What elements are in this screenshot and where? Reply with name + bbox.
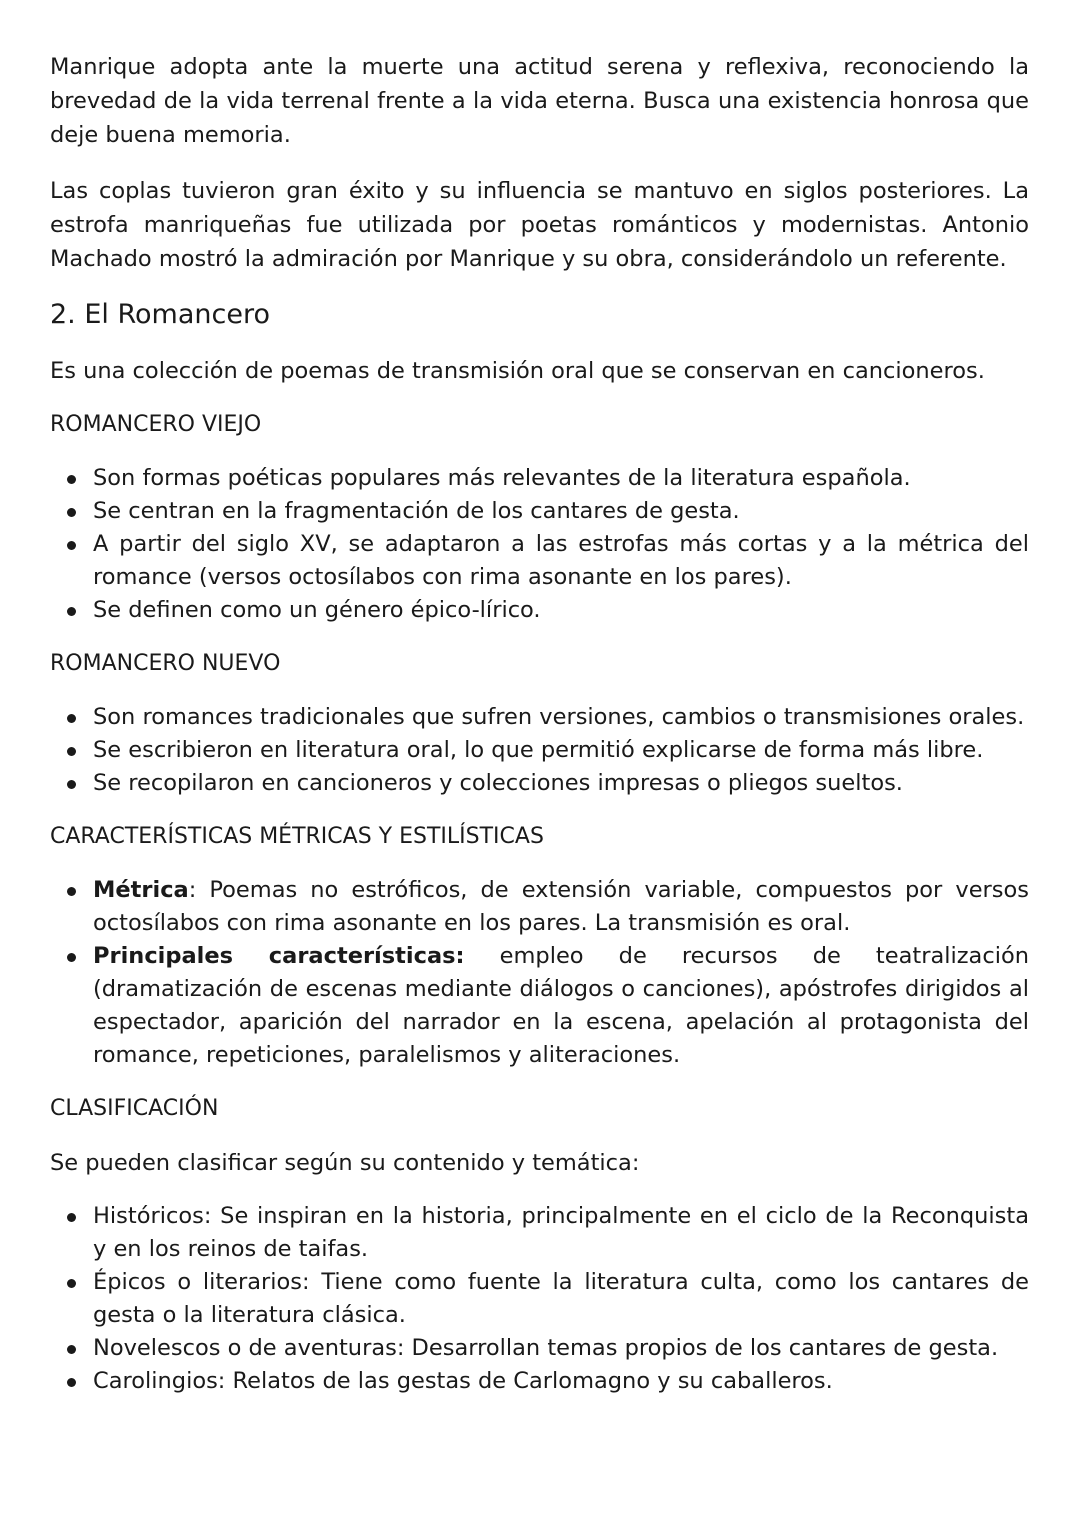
clasificacion-intro: Se pueden clasificar según su contenido y temática: xyxy=(50,1150,640,1176)
term-text: : Poemas no estróficos, de extensión variable, compuestos por versos octosílabos con rima asonante en los pares. La transmisión es oral. xyxy=(93,877,1029,936)
list-item: Son formas poéticas populares más relevantes de la literatura española. xyxy=(93,462,1029,495)
term-metrica: Métrica xyxy=(93,877,189,903)
intro-paragraph-1: Manrique adopta ante la muerte una actitud serena y reflexiva, reconociendo la brevedad de la vida terrenal frente a la vida eterna. Busca una existencia honrosa que deje buena memoria. xyxy=(50,54,1029,148)
list-item: Se centran en la fragmentación de los cantares de gesta. xyxy=(93,495,1029,528)
section-intro: Es una colección de poemas de transmisión oral que se conservan en cancioneros. xyxy=(50,358,985,384)
list-item: Se recopilaron en cancioneros y colecciones impresas o pliegos sueltos. xyxy=(93,767,1029,800)
intro-paragraph-2: Las coplas tuvieron gran éxito y su influencia se mantuvo en siglos posteriores. La estrofa manriqueñas fue utilizada por poetas románticos y modernistas. Antonio Machado mostró la admiración por Manrique y su obra, considerándolo un referente. xyxy=(50,178,1029,272)
list-item: Se escribieron en literatura oral, lo que permitió explicarse de forma más libre. xyxy=(93,734,1029,767)
list-item: Son romances tradicionales que sufren versiones, cambios o transmisiones orales. xyxy=(93,701,1029,734)
romancero-viejo-heading: ROMANCERO VIEJO xyxy=(50,412,262,437)
list-item: Novelescos o de aventuras: Desarrollan temas propios de los cantares de gesta. xyxy=(93,1332,1029,1365)
list-item xyxy=(93,874,1029,940)
list-item: A partir del siglo XV, se adaptaron a las estrofas más cortas y a la métrica del romance (versos octosílabos con rima asonante en los pares). xyxy=(93,528,1029,594)
list-item xyxy=(93,940,1029,1072)
romancero-viejo-list xyxy=(50,462,1029,627)
section-title: 2. El Romancero xyxy=(50,299,270,330)
term-principales: Principales características: xyxy=(93,943,465,969)
list-item: Carolingios: Relatos de las gestas de Carlomagno y su caballeros. xyxy=(93,1365,1029,1398)
romancero-nuevo-list xyxy=(50,701,1029,800)
romancero-nuevo-heading: ROMANCERO NUEVO xyxy=(50,651,281,676)
clasificacion-heading: CLASIFICACIÓN xyxy=(50,1096,219,1121)
list-item: Épicos o literarios: Tiene como fuente la literatura culta, como los cantares de gesta o la literatura clásica. xyxy=(93,1266,1029,1332)
list-item: Históricos: Se inspiran en la historia, principalmente en el ciclo de la Reconquista y en los reinos de taifas. xyxy=(93,1200,1029,1266)
caracteristicas-heading: CARACTERÍSTICAS MÉTRICAS Y ESTILÍSTICAS xyxy=(50,824,544,849)
term-text: empleo de recursos de teatralización (dramatización de escenas mediante diálogos o canciones), apóstrofes dirigidos al espectador, aparición del narrador en la escena, apelación al protagonista del romance, repeticiones, paralelismos y aliteraciones. xyxy=(93,943,1029,1068)
clasificacion-list xyxy=(50,1200,1029,1398)
caracteristicas-list xyxy=(50,874,1029,1072)
list-item: Se definen como un género épico-lírico. xyxy=(93,594,1029,627)
